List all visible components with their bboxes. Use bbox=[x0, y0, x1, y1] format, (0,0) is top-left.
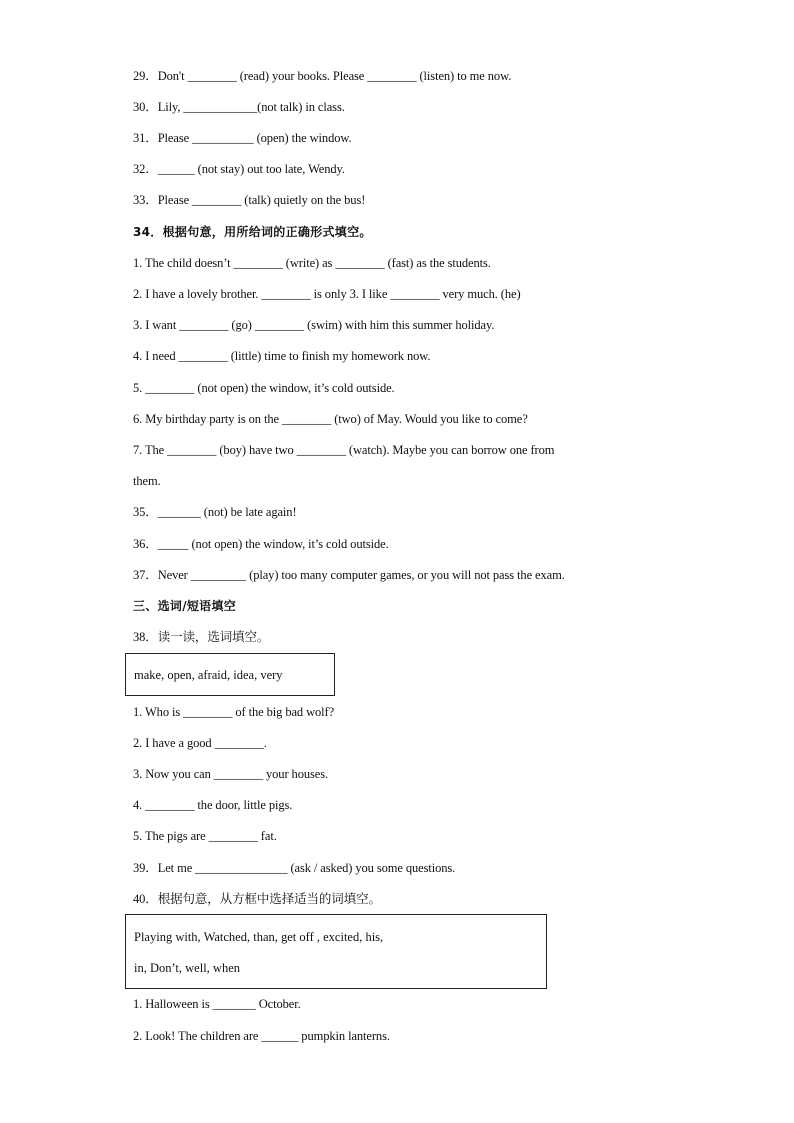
question-29: 29．Don't ________ (read) your books. Please ________ (listen) to me now. bbox=[133, 69, 512, 83]
question-30: 30．Lily, ____________(not talk) in class. bbox=[133, 100, 345, 114]
question-40-word-box bbox=[125, 914, 547, 989]
question-38-item-3: 3. Now you can ________ your houses. bbox=[133, 767, 328, 781]
question-34-item-7: 7. The ________ (boy) have two ________ (watch). Maybe you can borrow one from bbox=[133, 443, 555, 457]
question-32: 32．______ (not stay) out too late, Wendy. bbox=[133, 162, 345, 176]
question-34-item-2: 2. I have a lovely brother. ________ is only 3. I like ________ very much. (he) bbox=[133, 287, 521, 301]
question-38-word-list: make, open, afraid, idea, very bbox=[134, 668, 283, 682]
question-38-item-5: 5. The pigs are ________ fat. bbox=[133, 829, 277, 843]
question-31: 31．Please __________ (open) the window. bbox=[133, 131, 352, 145]
question-39: 39．Let me _______________ (ask / asked) you some questions. bbox=[133, 861, 456, 875]
question-40-instruction: 40．根据句意，从方框中选择适当的词填空。 bbox=[133, 892, 381, 906]
question-38-instruction: 38．读一读，选词填空。 bbox=[133, 630, 270, 644]
question-40-word-list-row-2: in, Don’t, well, when bbox=[134, 961, 241, 975]
question-33: 33．Please ________ (talk) quietly on the bus! bbox=[133, 193, 366, 207]
question-38-item-4: 4. ________ the door, little pigs. bbox=[133, 798, 293, 812]
question-34-item-5: 5. ________ (not open) the window, it’s cold outside. bbox=[133, 381, 395, 395]
question-40-item-2: 2. Look! The children are ______ pumpkin lanterns. bbox=[133, 1029, 390, 1043]
question-34-item-4: 4. I need ________ (little) time to finish my homework now. bbox=[133, 349, 431, 363]
section-3-heading: 三、选词/短语填空 bbox=[133, 599, 237, 613]
question-36: 36．_____ (not open) the window, it’s cold outside. bbox=[133, 537, 389, 551]
question-35: 35．_______ (not) be late again! bbox=[133, 505, 297, 519]
question-38-item-2: 2. I have a good ________. bbox=[133, 736, 267, 750]
question-40-word-list-row-1: Playing with, Watched, than, get off , excited, his, bbox=[134, 930, 384, 944]
question-38-item-1: 1. Who is ________ of the big bad wolf? bbox=[133, 705, 335, 719]
question-40-item-1: 1. Halloween is _______ October. bbox=[133, 997, 301, 1011]
question-34-item-3: 3. I want ________ (go) ________ (swim) with him this summer holiday. bbox=[133, 318, 495, 332]
question-34-instruction: 34．根据句意，用所给词的正确形式填空。 bbox=[133, 225, 372, 239]
question-34-item-7-continued: them. bbox=[133, 474, 161, 488]
question-37: 37．Never _________ (play) too many computer games, or you will not pass the exam. bbox=[133, 568, 565, 582]
question-38-word-box bbox=[125, 653, 335, 696]
question-34-item-6: 6. My birthday party is on the ________ (two) of May. Would you like to come? bbox=[133, 412, 528, 426]
question-34-item-1: 1. The child doesn’t ________ (write) as ________ (fast) as the students. bbox=[133, 256, 491, 270]
